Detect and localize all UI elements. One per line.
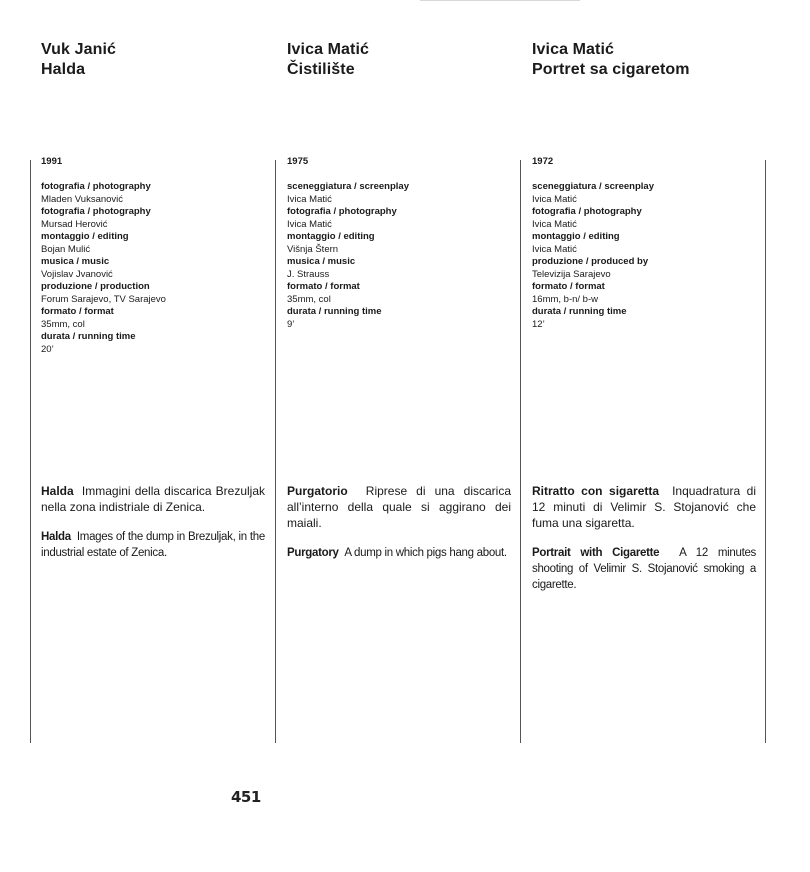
credit-value: Mursad Herović (41, 218, 108, 230)
credit-item (41, 306, 271, 331)
description-text: A 12 minutes shooting of Velimir S. Stojanović smoking a cigarette. (532, 547, 757, 591)
credit-label: formato / format (287, 281, 360, 292)
director-name: Vuk Janić (41, 41, 117, 58)
credit-label: fotografia / photography (532, 206, 642, 217)
credit-value: 20’ (41, 343, 54, 355)
credit-value: Ivica Matić (287, 218, 332, 230)
credit-label: formato / format (532, 281, 605, 292)
credits-block (287, 156, 517, 331)
credit-value: Ivica Matić (287, 193, 332, 205)
credit-item (532, 306, 762, 331)
credit-label: fotografia / photography (41, 181, 151, 192)
credit-label: formato / format (41, 306, 114, 317)
credit-value: 9’ (287, 318, 295, 330)
credit-item (532, 181, 762, 206)
description-text: Immagini della discarica Brezuljak nella zona indistriale di Zenica. (41, 484, 265, 514)
credits-block (532, 156, 762, 331)
credit-label: fotografia / photography (287, 206, 397, 217)
credit-label: musica / music (41, 256, 110, 267)
credit-label: musica / music (287, 256, 356, 267)
credit-value: 12’ (532, 318, 545, 330)
credit-value: 35mm, col (41, 318, 85, 330)
credit-item (41, 281, 271, 306)
description-italian (287, 483, 511, 531)
credit-value: Višnja Štern (287, 243, 339, 255)
film-title: Portret sa cigaretom (532, 61, 690, 78)
credit-item (532, 231, 762, 256)
credit-value: Ivica Matić (532, 193, 577, 205)
credit-label: durata / running time (41, 331, 136, 342)
description-english (41, 529, 265, 561)
film-year: 1975 (287, 156, 309, 167)
credit-value: Ivica Matić (532, 218, 577, 230)
column-rule (30, 160, 31, 743)
credit-value: Ivica Matić (532, 243, 577, 255)
credits-block (41, 156, 271, 356)
film-year: 1991 (41, 156, 63, 167)
credit-label: sceneggiatura / screenplay (532, 181, 654, 192)
description-english (287, 545, 511, 561)
credit-label: montaggio / editing (287, 231, 375, 242)
credit-label: fotografia / photography (41, 206, 151, 217)
credit-item (287, 306, 517, 331)
description-title: Purgatorio (287, 484, 348, 498)
description-title: Portrait with Cigarette (532, 547, 660, 559)
credit-label: produzione / produced by (532, 256, 649, 267)
description-italian (532, 483, 756, 531)
description-text: A dump in which pigs hang about. (344, 547, 507, 559)
description-title: Purgatory (287, 547, 339, 559)
description-block (41, 483, 265, 575)
credit-value: 16mm, b-n/ b-w (532, 293, 598, 305)
description-text: Riprese di una discarica all’interno della quale si aggirano dei maiali. (287, 484, 511, 530)
film-entry-portret-sa-cigaretom (532, 0, 772, 872)
credit-value: Televizija Sarajevo (532, 268, 611, 280)
description-text: Inquadratura di 12 minuti di Velimir S. Stojanović che fuma una sigaretta. (532, 484, 756, 530)
description-title: Ritratto con sigaretta (532, 484, 660, 498)
film-entry-halda (41, 0, 281, 872)
credit-item (41, 206, 271, 231)
credit-item (41, 231, 271, 256)
film-entry-cistiliste (287, 0, 527, 872)
description-text: Images of the dump in Brezuljak, in the industrial estate of Zenica. (41, 531, 265, 559)
credit-item (532, 281, 762, 306)
credit-label: montaggio / editing (532, 231, 620, 242)
credit-item (287, 206, 517, 231)
film-title: Halda (41, 61, 86, 78)
credit-item (287, 231, 517, 256)
description-english (532, 545, 756, 593)
description-title: Halda (41, 484, 74, 498)
description-title: Halda (41, 531, 71, 543)
credit-item (41, 181, 271, 206)
description-block (287, 483, 511, 575)
credit-label: montaggio / editing (41, 231, 129, 242)
credit-value: J. Strauss (287, 268, 330, 280)
credit-value: Forum Sarajevo, TV Sarajevo (41, 293, 166, 305)
credit-item (287, 181, 517, 206)
credit-value: Bojan Mulić (41, 243, 91, 255)
credit-item (532, 256, 762, 281)
film-year: 1972 (532, 156, 554, 167)
credit-item (287, 281, 517, 306)
page-number: 451 (231, 788, 261, 806)
credit-label: durata / running time (532, 306, 627, 317)
credit-item (532, 206, 762, 231)
credit-item (41, 256, 271, 281)
credit-value: 35mm, col (287, 293, 331, 305)
credit-item (287, 256, 517, 281)
credit-label: produzione / production (41, 281, 150, 292)
description-italian (41, 483, 265, 515)
credit-item (41, 331, 271, 356)
credit-label: sceneggiatura / screenplay (287, 181, 409, 192)
credit-value: Vojislav Jvanović (41, 268, 113, 280)
director-name: Ivica Matić (287, 41, 370, 58)
credit-value: Mladen Vuksanović (41, 193, 124, 205)
director-name: Ivica Matić (532, 41, 615, 58)
description-block (532, 483, 756, 607)
film-title: Čistilište (287, 61, 355, 78)
credit-label: durata / running time (287, 306, 382, 317)
